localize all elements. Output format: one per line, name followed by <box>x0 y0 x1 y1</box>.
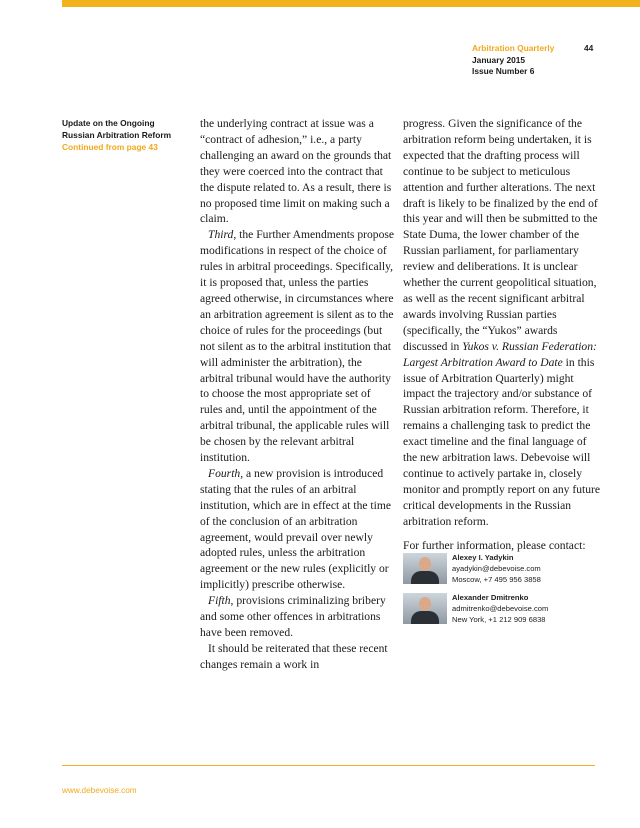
contact-card <box>403 593 603 625</box>
paragraph <box>200 227 395 466</box>
top-accent-bar <box>62 0 640 7</box>
footer-divider <box>62 765 595 766</box>
paragraph: It should be reiterated that these recent changes remain a work in <box>200 641 388 671</box>
article-reference: Yukos v. Russian Federation: Largest Arbitration Award to Date <box>403 339 597 369</box>
article-title-line2: Russian Arbitration Reform <box>62 129 172 140</box>
paragraph-text: progress. Given the significance of the arbitration reform being undertaken, it is expected that the drafting process will continue to be subject to meticulous attention and further alterations. The next draft is likely to be finalized by the end of this year and will then be submitted to the State Duma, the lower chamber of the Russian parliament, for parliamentary review and deliberations. It is unclear whether the current geopolitical situation, as well as the recent significant arbitral awards involving Russian parties (specifically, the “Yukos” awards discussed in <box>403 117 598 353</box>
page-number: 44 <box>584 43 594 53</box>
issue-number: Issue Number 6 <box>472 66 535 76</box>
contact-email[interactable]: admitrenko@debevoise.com <box>452 603 549 613</box>
contact-name: Alexander Dmitrenko <box>452 593 529 602</box>
contact-info <box>452 553 541 585</box>
article-title-line1: Update on the Ongoing <box>62 118 155 128</box>
continued-from-link[interactable]: Continued from page 43 <box>62 141 158 152</box>
body-column-right <box>403 116 603 553</box>
paragraph-lead: Fifth <box>208 594 231 608</box>
paragraph-text: , the Further Amendments propose modifications in respect of the choice of rules in arbitral proceedings. Specifically, it is proposed that, unless the parties agreed otherwise, in circumstances where an arbitration agreement is silent as to the choice of rules for the proceedings (but not silent as to the arbitral institution that will administer the arbitration), the arbitral tribunal would have the authority to choose the most appropriate set of rules and, until the appointment of the arbitral tribunal, the applicable rules will be chosen by the relevant arbitral institution. <box>200 228 395 465</box>
article-sidebar <box>62 118 187 153</box>
publication-title: Arbitration Quarterly <box>472 43 555 53</box>
paragraph <box>200 466 395 593</box>
contact-intro: For further information, please contact: <box>403 538 586 552</box>
contact-info <box>452 593 548 625</box>
paragraph-lead: Third <box>208 228 234 242</box>
paragraph-text: , provisions criminalizing bribery and some other offences in arbitrations have been removed. <box>200 594 386 639</box>
contact-name: Alexey I. Yadykin <box>452 553 514 562</box>
paragraph-text: , a new provision is introduced stating that the rules of an arbitral institution, which are in effect at the time of the conclusion of an arbitration agreement, would prevail over newly adopted rules, unless the arbitration agreement or the new rules (explicitly or implicitly) prescribe otherwise. <box>200 466 392 592</box>
footer-website-link[interactable]: www.debevoise.com <box>62 786 137 795</box>
avatar <box>403 553 447 584</box>
avatar <box>403 593 447 624</box>
contact-email[interactable]: ayadykin@debevoise.com <box>452 563 541 573</box>
contact-card <box>403 553 603 585</box>
body-column-left <box>200 116 395 673</box>
paragraph: the underlying contract at issue was a “contract of adhesion,” i.e., a party challenging an award on the grounds that they were coerced into the contract that the dispute related to. As a result, there is no proposed time limit on making such a claim. <box>200 117 392 226</box>
paragraph-lead: Fourth <box>208 466 241 480</box>
page-header <box>472 43 554 78</box>
paragraph <box>403 116 603 530</box>
paragraph-text: in this issue of Arbitration Quarterly) might impact the trajectory and/or substance of Russian arbitration reform. Therefore, it remains a challenging task to predict the exact timeline and the final language of the new arbitration laws. Debevoise will continue to actively partake in, closely monitor and promptly report on any future critical developments in the Russian arbitration reform. <box>403 355 601 528</box>
contact-phone: Moscow, +7 495 956 3858 <box>452 574 541 584</box>
issue-date: January 2015 <box>472 54 526 65</box>
contact-phone: New York, +1 212 909 6838 <box>452 614 546 624</box>
paragraph <box>200 593 395 641</box>
